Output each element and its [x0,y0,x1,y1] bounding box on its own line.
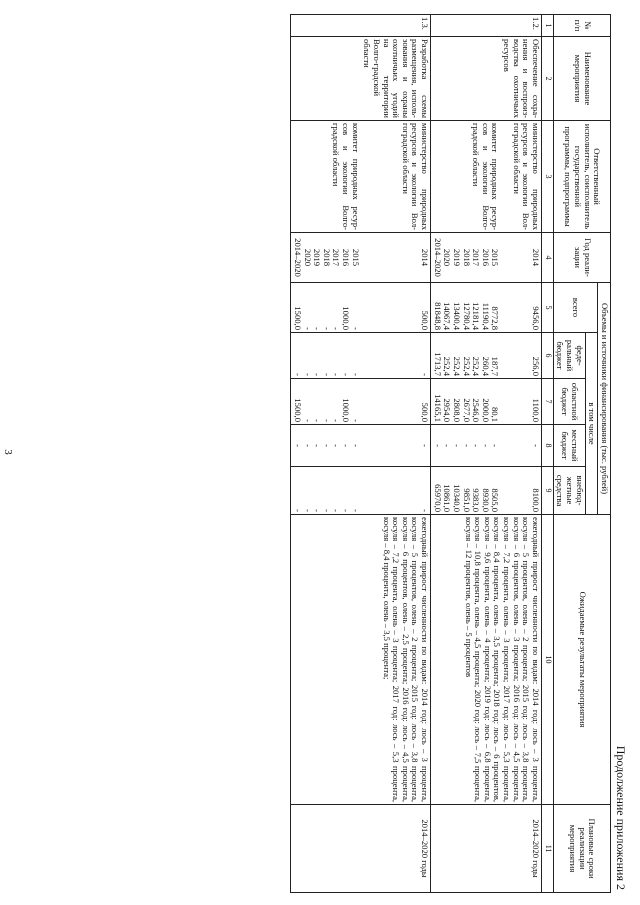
offbudget-value: 9851,0 [461,488,472,513]
regional-value: 1000,0 [341,398,352,422]
continuation-title: Продолжение приложения 2 [614,745,628,890]
row-name: Обеспечение сохра-нения и воспроиз-водства охотничьих ресурсов [502,39,541,118]
header-num: № п/п [553,15,610,37]
row-executor-cell [361,121,431,233]
offbudget-value: - [312,509,323,513]
row-offbudget-list [431,467,501,515]
row-executor-sub-cell [431,121,501,233]
total-value: 14067,4 [442,302,453,330]
total-value: 12181,4 [471,302,482,330]
row-offbudget-cell [361,467,431,515]
year-value: 2018 [461,248,472,267]
offbudget-value: - [341,509,352,513]
row-results-cell [431,515,542,805]
row-terms-cell [431,805,542,893]
regional-value: 1500,0 [292,398,303,422]
year-value: 2019 [451,248,462,267]
federal-value: - [302,373,313,376]
header-name: Наименование мероприятия [553,37,610,121]
header-results: Ожидаемые результаты мероприятия [553,515,610,805]
row-total-cell [361,283,431,333]
regional-value: 1100,0 [530,398,541,422]
local-value: - [461,444,472,447]
row-years-list [431,233,501,283]
regional-value: - [312,419,323,422]
offbudget-value: 8930,0 [480,488,491,513]
header-total: всего [553,283,598,333]
local-value: - [480,444,491,447]
offbudget-value: 9383,0 [471,488,482,513]
regional-value: 14165,1 [432,394,443,422]
federal-value: 252,4 [471,356,482,376]
local-value: - [432,444,443,447]
year-value: 2018 [321,248,332,267]
row-total-list [431,283,501,333]
year-value: 2020 [442,248,453,267]
local-value: - [312,444,323,447]
regional-value: 2677,0 [461,398,472,422]
total-value: - [302,327,313,330]
row-total-cell [500,283,541,333]
row-terms-cell [291,805,431,893]
local-value: - [331,444,342,447]
federal-value: - [350,373,361,376]
row-regional-list [291,379,361,425]
column-number: 5 [541,283,553,333]
regional-value: 2954,0 [442,398,453,422]
federal-value: - [312,373,323,376]
local-value: - [302,444,313,447]
row-federal-cell [500,333,541,379]
header-terms: Плановые сроки реализации мероприятия [553,805,610,893]
federal-value: - [292,373,303,376]
table-row [361,15,431,893]
row-number-cell [361,15,431,37]
total-value: 8772,8 [490,306,501,330]
offbudget-value: 10861,0 [442,484,453,513]
row-number-cell-cont [291,15,361,37]
federal-value: - [341,373,352,376]
row-results-cell [291,515,431,805]
offbudget-value: 10340,0 [451,484,462,513]
local-value: - [442,444,453,447]
local-value: - [420,444,431,447]
year-value: 2020 [302,248,313,267]
column-number: 11 [541,805,553,893]
federal-value: 256,0 [530,356,541,376]
federal-value: 252,4 [442,356,453,376]
year-value: 2017 [331,248,342,267]
row-executor-sub-cell [291,121,361,233]
executor-main: министерство природных ресурсов и экологии Вол-гоградской области [400,123,431,230]
row-name-cell-cont [291,37,361,121]
federal-value: 252,4 [451,356,462,376]
regional-value: - [350,419,361,422]
total-value: 500,0 [420,310,431,330]
year-value: 2019 [312,248,323,267]
local-value: - [341,444,352,447]
results-text: ежегодный прирост численности по видам: 2014 год: лось – 3 процента, косуля – 5 процентов, олень – 2 процента; 2015 год: лось – 3,8 процента, косуля – 6 процентов, олень – 3 процента; 2016 год: лось – 4,5 процента, косуля – 7,2 процента, олень – 3 процента; 2017 год: лось – 5,3 процента, косуля – 8,4 процента, олень – 3,5 процента; 2018 год: лось – 6 процентов, косуля – 9,6 процента, олень – 4 процента; 2019 год: лось – 6,8 процента, косуля – 10,8 процента, олень – 4,5 процента; 2020 год: лось – 7,5 процента, косуля – 12 процентов, олень – 5 процентов [463,517,541,803]
offbudget-value: 8505,0 [490,488,501,513]
table-row [500,15,541,893]
regional-value: - [321,419,332,422]
header-local: местный бюджет [553,425,585,467]
local-value: - [490,444,501,447]
executor-sub: комитет природных ресур-сов и экологии Волго-градской области [331,123,361,230]
row-name-cell [361,37,431,121]
regional-value: - [331,419,342,422]
row-federal-cell [361,333,431,379]
page-number: 3 [2,449,14,455]
column-number: 10 [541,515,553,805]
column-numbers-row [541,15,553,893]
row-years-list [291,233,361,283]
header-year: Год реали-зации [553,233,610,283]
row-name-cell [500,37,541,121]
regional-value: 2808,0 [451,398,462,422]
offbudget-value: 65970,0 [432,484,443,513]
row-number-cell-cont [431,15,501,37]
row-name-cell-cont [431,37,501,121]
row-regional-list [431,379,501,425]
column-number: 9 [541,467,553,515]
local-value: - [321,444,332,447]
offbudget-value: - [331,509,342,513]
terms-text: 2014–2020 годы [530,819,541,878]
row-name: Разработка схемы размещения, исполь-зования и охраны охотничьих угодий на территории Волго-градской области [362,39,431,118]
local-value: - [530,444,541,447]
regional-value: 2546,0 [471,398,482,422]
header-federal: феде-ральный бюджет [553,333,585,379]
row-executor-cell [500,121,541,233]
year-value: 2016 [341,248,352,267]
table-header [541,15,610,893]
header-including: в том числе [585,333,598,515]
year-value: 2014 [420,248,431,267]
total-value: - [331,327,342,330]
row-regional-cell [361,379,431,425]
column-number: 1 [541,15,553,37]
column-number: 7 [541,379,553,425]
column-number: 2 [541,37,553,121]
federal-value: - [420,373,431,376]
local-value: - [292,444,303,447]
sheet-content [290,14,628,892]
row-local-cell [500,425,541,467]
total-value: 1000,0 [341,306,352,330]
row-federal-list [291,333,361,379]
federal-value: 252,4 [461,356,472,376]
federal-value: - [331,373,342,376]
offbudget-value: - [350,509,361,513]
header-regional: областной бюджет [553,379,585,425]
total-value: 12780,4 [461,302,472,330]
executor-sub: комитет природных ресур-сов и экологии Волго-градской области [471,123,501,230]
regional-value: 80,1 [490,406,501,422]
row-offbudget-cell [500,467,541,515]
row-number: 1.2. [530,17,541,30]
header-volumes: Объемы и источники финансирования (тыс. рублей) [598,283,611,515]
row-federal-list [431,333,501,379]
year-value: 2014–2020 [432,238,443,277]
federal-value: - [321,373,332,376]
table-body [291,15,542,893]
offbudget-value: 8100,0 [530,488,541,513]
row-year-cell [500,233,541,283]
total-value: 13400,4 [451,302,462,330]
year-value: 2015 [350,248,361,267]
year-value: 2014–2020 [292,238,303,277]
total-value: - [312,327,323,330]
terms-text: 2014–2020 годы [420,819,431,878]
row-offbudget-list [291,467,361,515]
column-number: 8 [541,425,553,467]
row-local-list [291,425,361,467]
local-value: - [471,444,482,447]
offbudget-value: - [292,509,303,513]
federal-value: 187,7 [490,356,501,376]
row-number: 1.3. [420,17,431,30]
offbudget-value: - [321,509,332,513]
row-total-list [291,283,361,333]
regional-value: 2000,0 [480,398,491,422]
results-text: ежегодный прирост численности по видам: 2014 год: лось – 3 процента, косуля – 5 процентов, олень – 2 процента; 2015 год: лось – 3,8 процента, косуля – 6 процентов, олень – 2,5 процента; 2016 год: лось – 4,5 процента, косуля – 7,2 процента, олень – 3 процента; 2017 год: лось – 5,3 процента, косуля – 8,4 процента, олень – 3,5 процента; [381,517,431,803]
local-value: - [451,444,462,447]
header-executor: Ответственный исполнитель, соисполнитель государственной программы, подпрограммы [553,121,610,233]
column-number: 3 [541,121,553,233]
offbudget-value: - [420,509,431,513]
total-value: 9456,0 [530,306,541,330]
row-number-cell [500,15,541,37]
regional-value: - [302,419,313,422]
regional-value: 500,0 [420,402,431,422]
total-value: 1500,0 [292,306,303,330]
year-value: 2017 [471,248,482,267]
column-number: 6 [541,333,553,379]
total-value: 81848,8 [432,302,443,330]
total-value: - [350,327,361,330]
row-regional-cell [500,379,541,425]
total-value: - [321,327,332,330]
year-value: 2015 [490,248,501,267]
year-value: 2014 [530,248,541,267]
year-value: 2016 [480,248,491,267]
offbudget-value: - [302,509,313,513]
row-local-cell [361,425,431,467]
program-table [290,14,611,893]
executor-main: министерство природных ресурсов и экологии Вол-гоградской области [511,123,541,230]
row-local-list [431,425,501,467]
row-year-cell [361,233,431,283]
column-number: 4 [541,233,553,283]
header-offbudget: внебюд-жетные средства [553,467,585,515]
local-value: - [350,444,361,447]
federal-value: 1713,7 [432,352,443,376]
total-value: 11190,4 [480,302,491,330]
federal-value: 260,4 [480,356,491,376]
